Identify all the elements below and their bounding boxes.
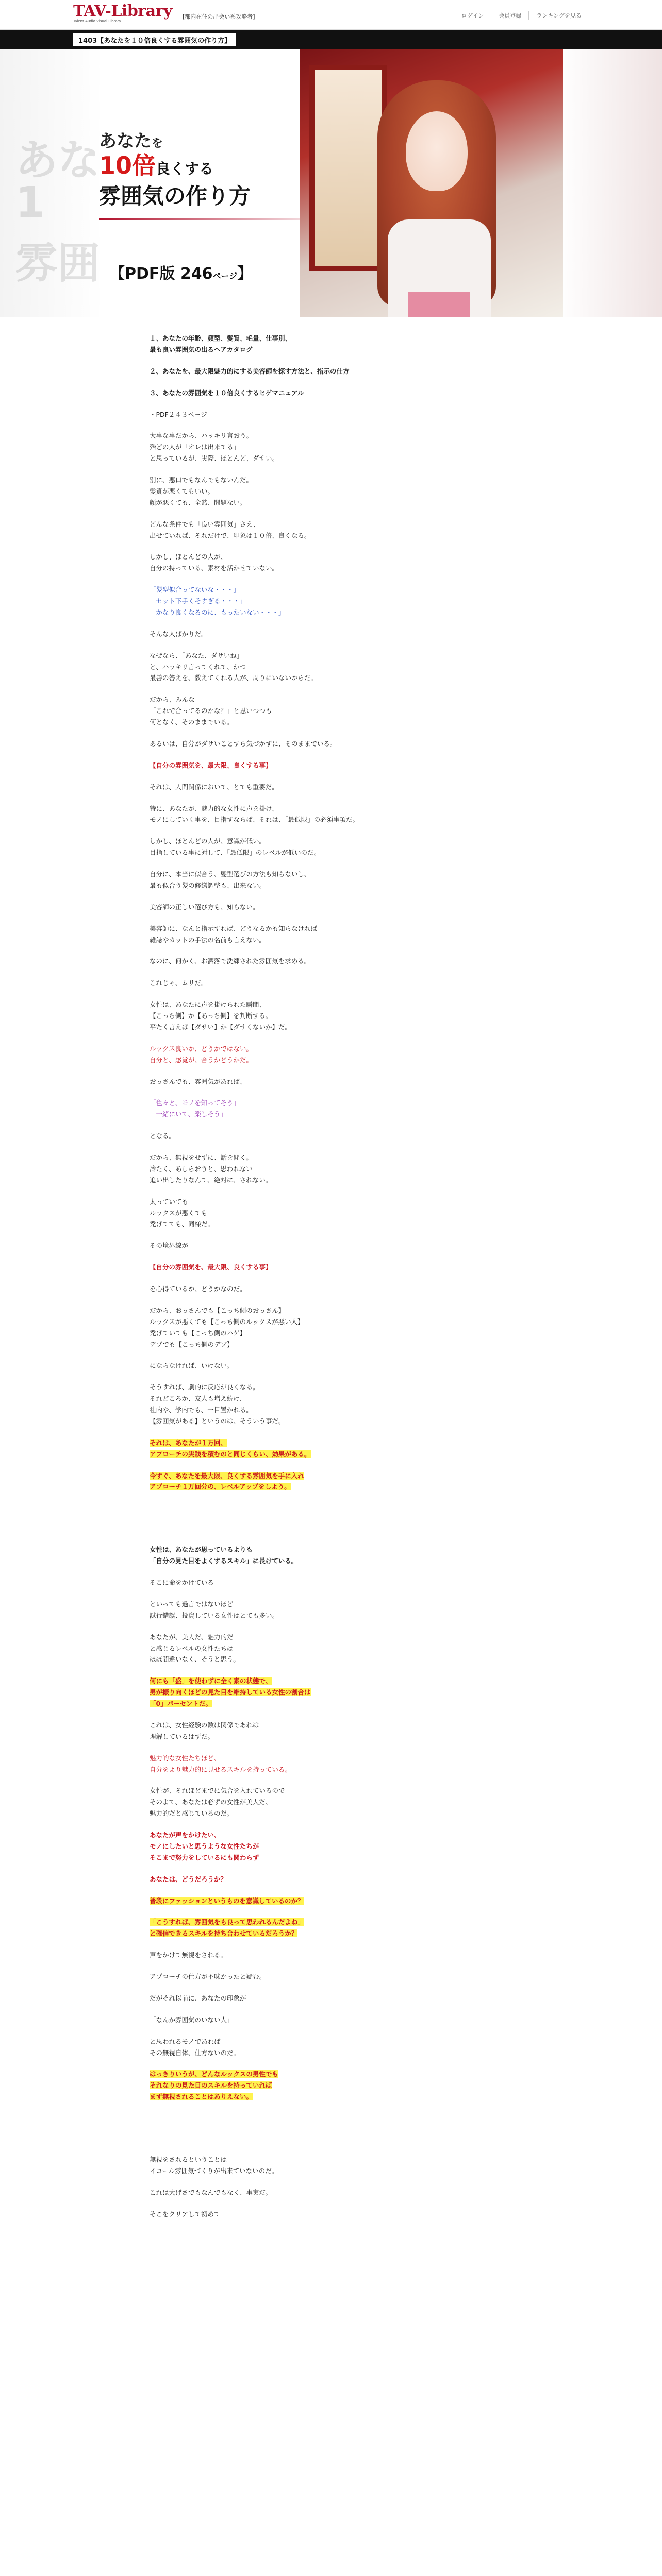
hero-ghost-text: 1 (15, 178, 45, 227)
hero-banner (0, 49, 662, 317)
nav-register-link[interactable]: 会員登録 (491, 11, 528, 20)
paragraph: 自分に、本当に似合う、髪型選びの方法も知らないし、 最も似合う髪の修繕調整も、出来ない。 (150, 870, 311, 889)
highlight-paragraph (150, 1470, 397, 1493)
paragraph: 女性が、それほどまでに気合を入れているので そのよて、あなたは必ずの女性が美人だ、 魅力的だと感じているのだ。 (150, 1787, 285, 1818)
paragraph: となる。 (150, 1132, 176, 1140)
highlight-paragraph (150, 1895, 397, 1907)
hero-right-fade (559, 49, 662, 317)
photo-window-frame (309, 65, 387, 271)
paragraph: 無視をされるということは イコール雰囲気づくりが出来ていないのだ。 (150, 2156, 278, 2175)
highlight-text: 今すぐ、あなたを最大限、良くする雰囲気を手に入れ アプローチ１万回分の、レベルアップをしよう。 (150, 1471, 304, 1491)
paragraph: あなたが、美人だ、魅力的だ と感じるレベルの女性たちは ほぼ間違いなく、そうと思う。 (150, 1633, 240, 1664)
highlight-text: はっきりいうが、どんなルックスの男性でも それなりの見た目のスキルを持っていれば まず無視されることはありえない。 (150, 2070, 278, 2101)
paragraph: これじゃ、ムリだ。 (150, 979, 208, 987)
paragraph: そんな人ばかりだ。 (150, 630, 208, 638)
paragraph: だから、無視をせずに、話を聞く。 冷たく、あしらおうと、思われない 追い出したりなんて、絶対に、されない。 (150, 1154, 272, 1184)
lead-paragraph: 女性は、あなたが思っているよりも 「自分の見た目をよくするスキル」に長けている。 (150, 1546, 298, 1565)
highlight-text: それは、あなたが１万回、 アプローチの実践を積むのと同じくらい、効果がある。 (150, 1438, 311, 1458)
top-nav (454, 11, 589, 20)
paragraph: だから、みんな 「これで合ってるのかな？」と思いつつも 何となく、そのままでいる。 (150, 696, 272, 726)
site-logo[interactable] (73, 2, 172, 23)
quote-paragraph: 「色々と、モノを知ってそう」 「一緒にいて、楽しそう」 (150, 1099, 240, 1118)
highlight-text: 普段にファッションというものを意識しているのか？ (150, 1896, 304, 1905)
hero-pdf-pages (109, 261, 253, 283)
toc-item: ３、あなたの雰囲気を１０倍良くするヒゲマニュアル (150, 388, 304, 397)
paragraph: そうすれば、劇的に反応が良くなる。 それどころか、友人も増え続け、 社内や、学内でも、一目置かれる。 【雰囲気がある】というのは、そういう事だ。 (150, 1383, 285, 1425)
highlight-paragraph (150, 1675, 397, 1709)
highlight-text: 何にも「盛」を使わずに全く素の状態で、 男が振り向くほどの見た目を維持している女性の割合は 「0」パーセントだ。 (150, 1677, 311, 1707)
emphasis-paragraph: あなたは、どうだろうか？ (150, 1875, 227, 1883)
highlight-text: 「こうすれば、雰囲気をも良って思われるんだよね」 と確信できるスキルを持ち合わせているだろうか？ (150, 1918, 305, 1938)
paragraph: アプローチの仕方が不味かったと疑む。 (150, 1973, 266, 1980)
paragraph: しかし、ほとんどの人が、 自分の持っている、素材を活かせていない。 (150, 553, 279, 572)
pdf-bracket: 】 (237, 265, 253, 283)
paragraph: それは、人間関係において、とても重要だ。 (150, 783, 278, 791)
nav-ranking-link[interactable]: ランキングを見る (528, 11, 589, 20)
paragraph: と思われるモノであれば その無視自体、仕方ないのだ。 (150, 2037, 240, 2057)
nav-login-link[interactable]: ログイン (461, 12, 484, 19)
hero-left-fade (0, 49, 103, 317)
photo-face (406, 111, 468, 191)
paragraph: あるいは、自分がダサいことすら気づかずに、そのままでいる。 (150, 739, 337, 748)
logo-title: TAV-Library (73, 2, 172, 20)
paragraph: にならなければ、いけない。 (150, 1362, 234, 1370)
highlight-paragraph (150, 2069, 397, 2103)
hero-ghost-text: 雰囲 (15, 239, 101, 288)
hero-title-line2: 良くする (156, 160, 214, 177)
paragraph: これは、女性経験の数は関係であれは 理解しているはずだ。 (150, 1721, 259, 1740)
paragraph: だがそれ以前に、あなたの印象が (150, 1994, 246, 2002)
paragraph: 別に、悪口でもなんでもないんだ。 髪質が悪くてもいい。 顔が悪くても、全然、問題ない。 (150, 476, 253, 506)
paragraph: 女性は、あなたに声を掛けられた瞬間、 【こっち側】か【あっち側】を判断する。 平たく言えば【ダサい】か【ダサくないか】だ。 (150, 1001, 292, 1031)
paragraph: 美容師に、なんと指示すれば、どうなるかも知らなければ 雑誌やカットの手法の名前も言えない。 (150, 924, 318, 944)
section-spacer (150, 2113, 397, 2154)
paragraph: といっても過言ではないほど 試行錯誤、投資している女性はとても多い。 (150, 1600, 279, 1619)
paragraph: どんな条件でも「良い雰囲気」さえ、 出せていれば、それだけで、印象は１０倍、良くなる。 (150, 520, 311, 539)
breadcrumb-current: 1403【あなたを１０倍良くする雰囲気の作り方】 (73, 33, 236, 46)
paragraph: 声をかけて無視をされる。 (150, 1951, 227, 1959)
site-header (0, 0, 662, 30)
site-tagline: [都内在住の出会い系攻略者] (183, 13, 255, 20)
paragraph: その境界線が (150, 1242, 189, 1250)
hero-title-particle: を (152, 137, 163, 150)
hero-model-photo (300, 49, 563, 317)
toc-item: ２、あなたを、最大限魅力的にする美容師を探す方法と、指示の仕方 (150, 367, 350, 375)
photo-skirt (408, 292, 470, 317)
logo-subtitle: Talent Audio Visual Library (73, 19, 121, 23)
hero-title (99, 127, 251, 210)
paragraph: そこに命をかけている (150, 1579, 214, 1586)
paragraph: 太っていても ルックスが悪くても 禿げてても、同様だ。 (150, 1197, 214, 1228)
emphasis-paragraph: 魅力的な女性たちほど、 自分をより魅力的に見せるスキルを持っている。 (150, 1754, 291, 1773)
paragraph: だから、おっさんでも【こっち側のおっさん】 ルックスが悪くても【こっち側のルックスが悪い人】 禿げていても【こっち側のハゲ】 デブでも【こっち側のデブ】 (150, 1306, 304, 1348)
paragraph: を心得ているか、どうかなのだ。 (150, 1285, 246, 1293)
highlight-paragraph (150, 1917, 397, 1939)
breadcrumb (0, 30, 662, 49)
pdf-pages-unit: ページ (212, 271, 238, 281)
hero-ghost-text: あな (15, 136, 101, 185)
paragraph: 大事な事だから、ハッキリ言おう。 殆どの人が「オレは出来てる」 と思っているが、実際、ほとんど、ダサい。 (150, 432, 279, 463)
quote-paragraph: 「髪型似合ってないな・・・」 「セット下手くそすぎる・・・」 「かなり良くなるのに、もったいない・・・」 (150, 586, 285, 616)
article-body (150, 317, 397, 2220)
paragraph: しかし、ほとんどの人が、意識が低い。 目指している事に対して、「最低限」のレベルが低いのだ。 (150, 837, 321, 857)
highlight-paragraph (150, 1437, 397, 1460)
paragraph: 「なんか雰囲気のいない人」 (150, 2015, 234, 2024)
paragraph: なぜなら、「あなた、ダサいね」 と、ハッキリ言ってくれて、かつ 最善の答えを、教えてくれる人が、周りにいないからだ。 (150, 651, 318, 682)
section-heading: 【自分の雰囲気を、最大限、良くする事】 (150, 761, 272, 769)
paragraph: おっさんでも、雰囲気があれば、 (150, 1077, 246, 1086)
emphasis-paragraph: あなたが声をかけたい、 モノにしたいと思うような女性たちが そこまで努力をしているにも関わらず (150, 1831, 259, 1861)
section-spacer (150, 1503, 397, 1544)
paragraph: そこをクリアして初めて (150, 2210, 221, 2218)
paragraph: なのに、何かく、お洒落で洗練された雰囲気を求める。 (150, 957, 311, 965)
pdf-note: ・PDF２４３ページ (150, 410, 207, 418)
hero-title-line1: あなた (99, 131, 152, 151)
paragraph: これは大げさでもなんでもなく、事実だ。 (150, 2188, 272, 2196)
pdf-label: 【PDF版 246 (109, 265, 213, 283)
section-heading: 【自分の雰囲気を、最大限、良くする事】 (150, 1263, 272, 1272)
toc-item: １、あなたの年齢、顔型、髪質、毛量、仕事別、 最も良い雰囲気の出るヘアカタログ (150, 334, 292, 353)
hero-title-line3: 雰囲気の作り方 (99, 183, 251, 209)
paragraph: 美容師の正しい選び方も、知らない。 (150, 903, 259, 911)
hero-title-highlight: 10倍 (99, 151, 156, 179)
paragraph: 特に、あなたが、魅力的な女性に声を掛け、 モノにしていく事を、目指すならば、それは、「最低限」の必須事項だ。 (150, 804, 359, 824)
emphasis-paragraph: ルックス良いか、どうかではない。 自分と、感覚が、合うかどうかだ。 (150, 1044, 253, 1064)
